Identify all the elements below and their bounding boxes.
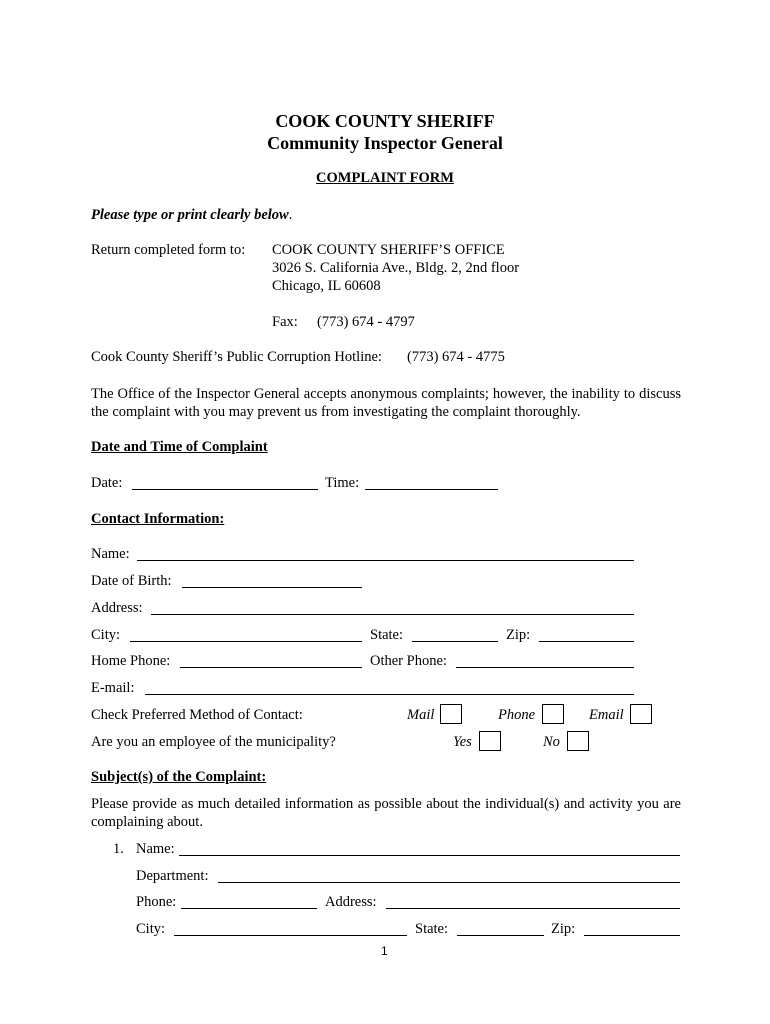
contact-zip-label: Zip:	[506, 627, 531, 643]
contact-heading: Contact Information:	[91, 511, 225, 527]
hotline-number: (773) 674 - 4775	[407, 349, 505, 365]
return-line-3: Chicago, IL 60608	[272, 278, 381, 294]
subject-address-field[interactable]	[386, 908, 680, 909]
subjects-heading: Subject(s) of the Complaint:	[91, 769, 267, 785]
employee-yes-checkbox[interactable]	[479, 731, 501, 751]
page-title: COOK COUNTY SHERIFF	[275, 111, 495, 131]
email-label: E-mail:	[91, 680, 135, 696]
instructions-text: Please type or print clearly below	[91, 207, 289, 223]
method-phone-label: Phone	[498, 707, 536, 723]
subject-state-label: State:	[415, 921, 449, 937]
anonymous-notice: The Office of the Inspector General accepts anonymous complaints; however, the inability to discuss the complaint with you may prevent us from investigating the complaint thoroughly.	[91, 386, 681, 420]
home-phone-label: Home Phone:	[91, 653, 171, 669]
subject-department-label: Department:	[136, 868, 209, 884]
contact-city-field[interactable]	[130, 641, 362, 642]
method-email-checkbox[interactable]	[630, 704, 652, 724]
email-field[interactable]	[145, 694, 634, 695]
dob-label: Date of Birth:	[91, 573, 172, 589]
date-time-heading: Date and Time of Complaint	[91, 439, 268, 455]
page-number: 1	[381, 944, 388, 958]
subjects-intro: Please provide as much detailed information as possible about the individual(s) and activity you are complaining about.	[91, 796, 681, 830]
instructions	[91, 207, 292, 224]
employee-no-checkbox[interactable]	[567, 731, 589, 751]
fax-label: Fax:	[272, 314, 298, 330]
subject-name-label: Name:	[136, 841, 175, 857]
subject-item-number: 1.	[113, 841, 124, 857]
dob-field[interactable]	[182, 587, 362, 588]
instructions-period: .	[288, 207, 293, 223]
subject-name-field[interactable]	[179, 855, 680, 856]
employee-no-label: No	[543, 734, 560, 750]
subject-city-field[interactable]	[174, 935, 407, 936]
hotline-label: Cook County Sheriff’s Public Corruption Hotline:	[91, 349, 382, 365]
contact-city-label: City:	[91, 627, 121, 643]
home-phone-field[interactable]	[180, 667, 362, 668]
subject-zip-field[interactable]	[584, 935, 680, 936]
method-phone-checkbox[interactable]	[542, 704, 564, 724]
contact-address-field[interactable]	[151, 614, 634, 615]
date-field[interactable]	[132, 489, 318, 490]
subject-address-label: Address:	[325, 894, 377, 910]
contact-state-label: State:	[370, 627, 404, 643]
return-line-1: COOK COUNTY SHERIFF’S OFFICE	[272, 242, 505, 258]
contact-name-label: Name:	[91, 546, 130, 562]
contact-address-label: Address:	[91, 600, 143, 616]
subject-city-label: City:	[136, 921, 166, 937]
employee-yes-label: Yes	[453, 734, 472, 750]
subject-department-field[interactable]	[218, 882, 680, 883]
method-email-label: Email	[589, 707, 624, 723]
return-label: Return completed form to:	[91, 242, 246, 258]
subject-state-field[interactable]	[457, 935, 544, 936]
contact-name-field[interactable]	[137, 560, 634, 561]
return-line-2: 3026 S. California Ave., Bldg. 2, 2nd floor	[272, 260, 520, 276]
subject-phone-field[interactable]	[181, 908, 317, 909]
fax-number: (773) 674 - 4797	[317, 314, 415, 330]
page-subtitle: Community Inspector General	[267, 133, 503, 153]
time-label: Time:	[325, 475, 360, 491]
form-title: COMPLAINT FORM	[316, 170, 454, 186]
employee-question: Are you an employee of the municipality?	[91, 734, 336, 750]
time-field[interactable]	[365, 489, 498, 490]
other-phone-label: Other Phone:	[370, 653, 447, 669]
other-phone-field[interactable]	[456, 667, 634, 668]
method-mail-checkbox[interactable]	[440, 704, 462, 724]
contact-method-label: Check Preferred Method of Contact:	[91, 707, 303, 723]
method-mail-label: Mail	[407, 707, 435, 723]
subject-zip-label: Zip:	[551, 921, 576, 937]
contact-zip-field[interactable]	[539, 641, 634, 642]
contact-state-field[interactable]	[412, 641, 498, 642]
subject-phone-label: Phone:	[136, 894, 177, 910]
date-label: Date:	[91, 475, 123, 491]
